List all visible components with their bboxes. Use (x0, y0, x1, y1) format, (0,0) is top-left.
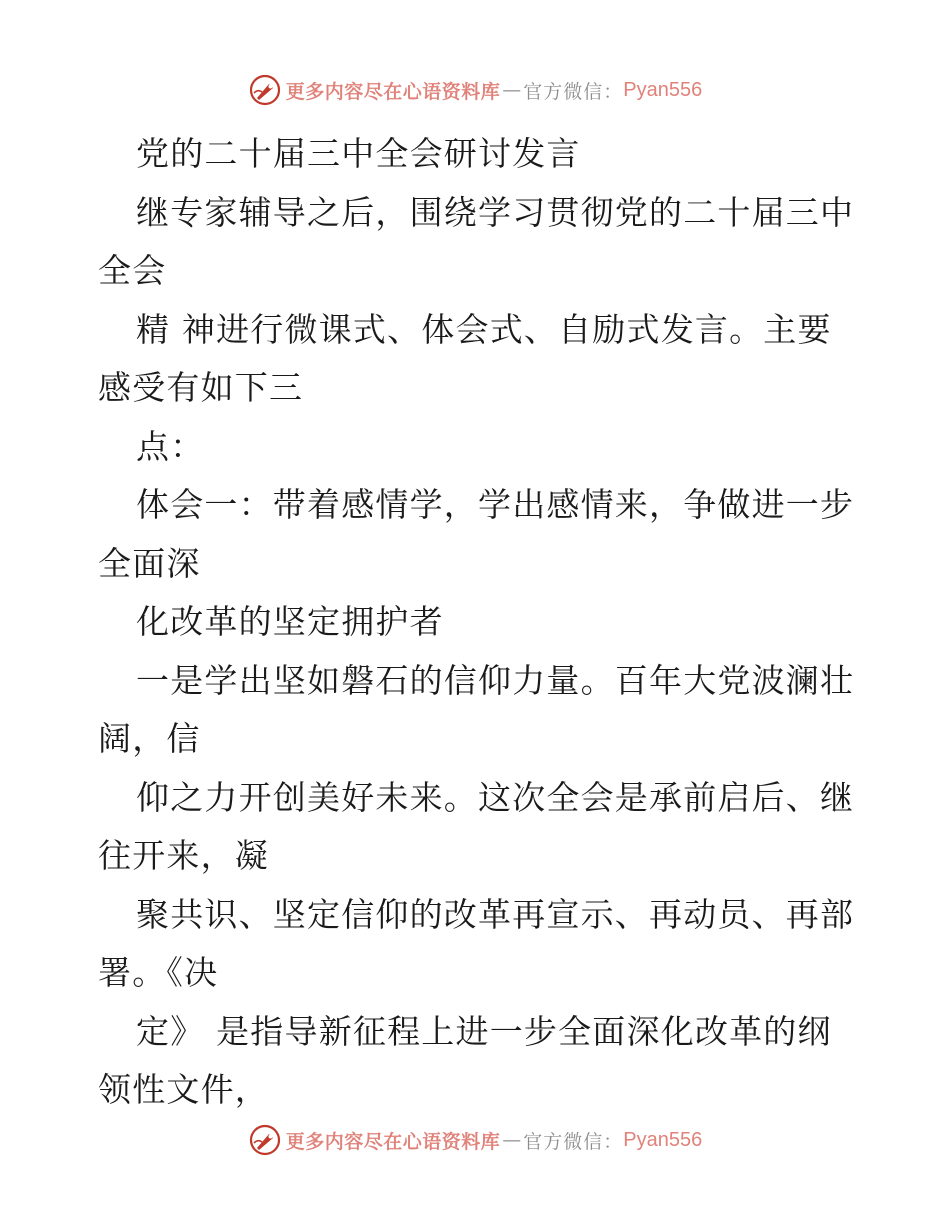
document-line: 继专家辅导之后，围绕学习贯彻党的二十届三中 (136, 192, 855, 232)
document-line: 全面深 (98, 543, 201, 583)
document-line: 署。《决 (98, 953, 219, 992)
document-line: 领性文件， (98, 1070, 269, 1109)
document-line: 全会 (98, 251, 167, 290)
document-line: 定》 是指导新征程上进一步全面深化改革的纲 (136, 1011, 832, 1051)
document-line: 精 神进行微课式、体会式、自励式发言。主要 (136, 309, 832, 349)
header-separator: — (502, 79, 522, 101)
header-wechat-label: 官方微信： (523, 80, 624, 103)
document-body (98, 125, 858, 1120)
header-watermark-banner (0, 70, 950, 110)
footer-site-text: 更多内容尽在心语资料库 (285, 1130, 501, 1153)
footer-wechat-label: 官方微信： (523, 1130, 624, 1153)
document-line: 阔，信 (98, 719, 201, 758)
document-line: 仰之力开创美好未来。这次全会是承前启后、继 (136, 777, 855, 817)
header-wechat-id: Pyan556 (623, 78, 703, 101)
document-line: 一是学出坚如磐石的信仰力量。百年大党波澜壮 (136, 660, 855, 700)
document-line: 点： (136, 426, 205, 466)
footer-wechat-id: Pyan556 (623, 1128, 703, 1151)
document-line: 化改革的坚定拥护者 (136, 602, 444, 641)
document-line: 往开来，凝 (98, 836, 269, 875)
footer-watermark-banner (0, 1120, 950, 1160)
header-site-text: 更多内容尽在心语资料库 (285, 80, 501, 103)
document-title: 党的二十届三中全会研讨发言 (136, 134, 581, 173)
document-line: 聚共识、坚定信仰的改革再宣示、再动员、再部 (136, 894, 855, 934)
section-heading: 体会一：带着感情学，学出感情来，争做进一步 (136, 485, 855, 524)
document-line: 感受有如下三 (98, 368, 304, 407)
pen-nib-logo-icon (248, 73, 282, 107)
footer-separator: — (502, 1129, 522, 1151)
pen-nib-logo-icon (248, 1123, 282, 1157)
